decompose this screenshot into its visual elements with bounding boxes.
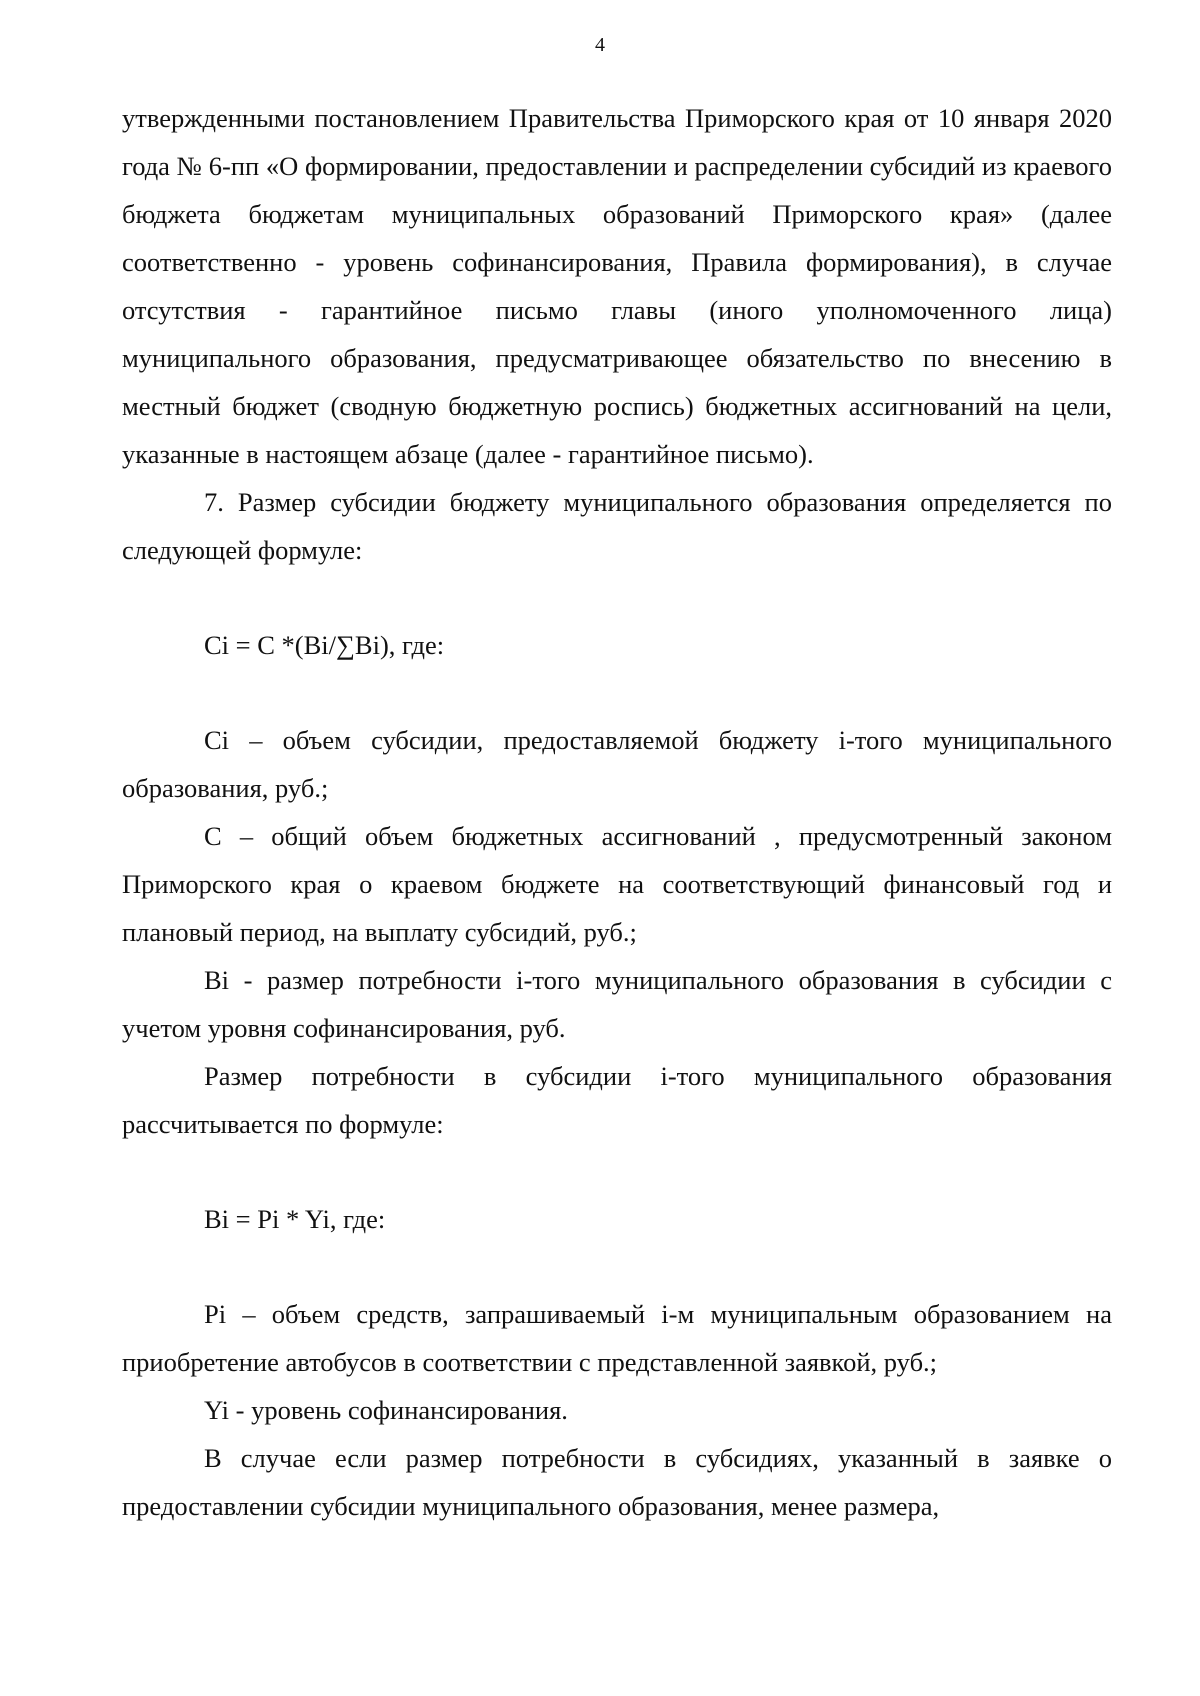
spacer: [122, 1243, 1112, 1290]
paragraph-case-condition: В случае если размер потребности в субсидиях, указанный в заявке о предоставлении субсидии муниципального образования, менее размера,: [122, 1443, 1112, 1521]
paragraph-need-calculation: Размер потребности в субсидии i-того муниципального образования рассчитывается по формуле:: [122, 1061, 1112, 1139]
document-body: [122, 94, 1112, 1530]
paragraph-rules-reference: утвержденными постановлением Правительства Приморского края от 10 января 2020 года № 6-пп «О формировании, предоставлении и распределении субсидий из краевого бюджета бюджетам муниципальных образований Приморского края» (далее соответственно - уровень софинансирования, Правила формирования), в случае отсутствия - гарантийное письмо главы (иного уполномоченного лица) муниципального образования, предусматривающее обязательство по внесению в местный бюджет (сводную бюджетную роспись) бюджетных ассигнований на цели, указанные в настоящем абзаце (далее - гарантийное письмо).: [122, 103, 1112, 469]
paragraph-pi-definition: Pi – объем средств, запрашиваемый i-м муниципальным образованием на приобретение автобусов в соответствии с представленной заявкой, руб.;: [122, 1299, 1112, 1377]
paragraph-c-definition: C – общий объем бюджетных ассигнований , предусмотренный законом Приморского края о краевом бюджете на соответствующий финансовый год и плановый период, на выплату субсидий, руб.;: [122, 821, 1112, 947]
page-number: 4: [595, 34, 605, 56]
spacer: [122, 669, 1112, 716]
paragraph-ci-definition: Ci – объем субсидии, предоставляемой бюджету i-того муниципального образования, руб.;: [122, 725, 1112, 803]
paragraph-bi-definition: Bi - размер потребности i-того муниципального образования в субсидии с учетом уровня софинансирования, руб.: [122, 965, 1112, 1043]
paragraph-subsidy-size: 7. Размер субсидии бюджету муниципального образования определяется по следующей формуле:: [122, 487, 1112, 565]
formula-bi: Bi = Pi * Yi, где:: [204, 1204, 386, 1234]
spacer: [122, 574, 1112, 621]
formula-ci: Ci = C *(Bi/∑Bi), где:: [204, 630, 445, 660]
paragraph-yi-definition: Yi - уровень софинансирования.: [204, 1395, 568, 1425]
spacer: [122, 1148, 1112, 1195]
